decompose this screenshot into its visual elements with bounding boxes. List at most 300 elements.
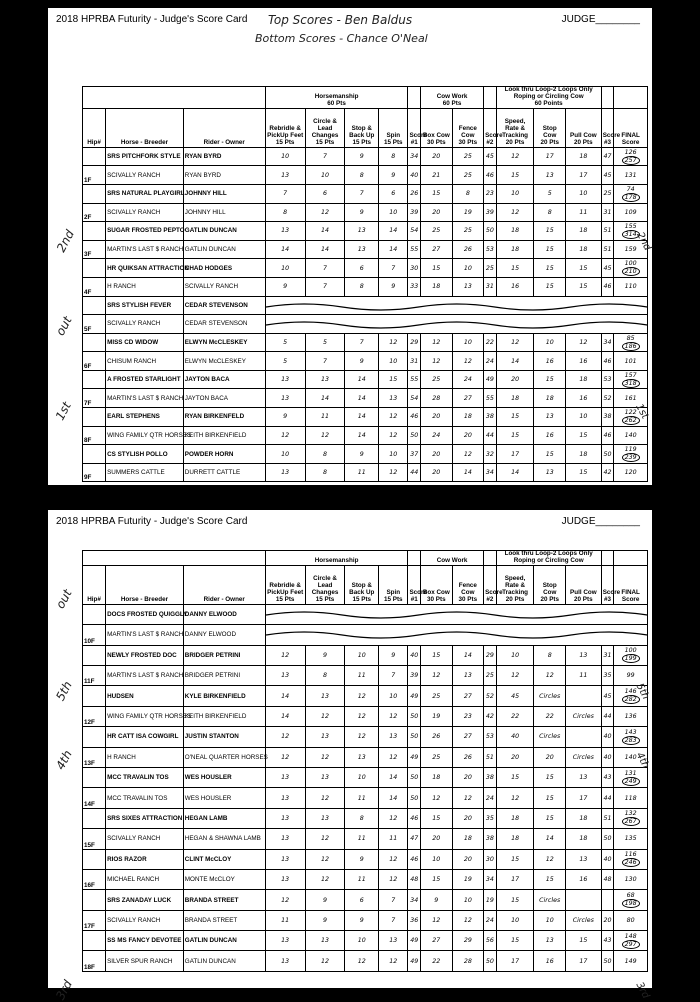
score-cell: 14 xyxy=(379,240,408,259)
combined-total-circled: 267 xyxy=(622,817,640,826)
score-cell: 40 xyxy=(601,727,614,747)
score-cell: 14 xyxy=(265,240,305,259)
score-cell: 12 xyxy=(379,849,408,869)
final-score-value: 140 xyxy=(624,431,637,439)
score-cell: 25 xyxy=(452,222,484,241)
score-cell: 54 xyxy=(408,389,421,408)
table-row xyxy=(83,604,648,624)
score-cell: 12 xyxy=(305,869,345,889)
placing-note: out xyxy=(53,313,75,338)
final-score xyxy=(614,259,648,278)
score-cell: 6 xyxy=(305,184,345,203)
score-cell: 31 xyxy=(484,277,497,296)
score-cell: 38 xyxy=(601,408,614,427)
score-cell: 9 xyxy=(305,910,345,930)
col-score3: Score #3 xyxy=(601,108,614,147)
final-score-value: 130 xyxy=(624,876,637,884)
score-cell: 42 xyxy=(484,706,497,726)
col-rebridle xyxy=(265,108,305,147)
score-cell: 10 xyxy=(565,184,601,203)
col-rebridle-pts: 15 Pts xyxy=(275,138,295,146)
final-score-value: 135 xyxy=(624,835,637,843)
score-cell: 18 xyxy=(452,408,484,427)
score-cell: 13 xyxy=(265,222,305,241)
score-cell: 32 xyxy=(484,445,497,464)
hip-number xyxy=(83,445,106,464)
score-cell: 13 xyxy=(565,645,601,665)
rider-owner: RYAN BYRD xyxy=(183,166,265,185)
score-cell: 10 xyxy=(379,445,408,464)
score-cell: 22 xyxy=(421,951,453,971)
score-cell: 7 xyxy=(305,277,345,296)
final-score xyxy=(614,910,648,930)
score-cell: 54 xyxy=(408,222,421,241)
table-row xyxy=(83,645,648,665)
score-cell: 18 xyxy=(534,389,566,408)
score-cell: 17 xyxy=(496,445,534,464)
final-score-value: 143 xyxy=(624,728,637,736)
rider-owner: POWDER HORN xyxy=(183,445,265,464)
col-pullcow-2 xyxy=(565,565,601,604)
score-cell: 12 xyxy=(496,147,534,166)
score-cell: 20 xyxy=(452,426,484,445)
rider-owner: GATLIN DUNCAN xyxy=(183,240,265,259)
horse-breeder: SCIVALLY RANCH xyxy=(106,829,184,849)
table-row xyxy=(83,352,648,371)
score-cell: 11 xyxy=(265,910,305,930)
col-score3-2: Score #3 xyxy=(601,565,614,604)
score-cell: 38 xyxy=(484,767,497,787)
score-cell: 19 xyxy=(421,706,453,726)
score-cell: 10 xyxy=(496,910,534,930)
score-cell: 29 xyxy=(408,333,421,352)
score-cell: 7 xyxy=(305,147,345,166)
final-score-value: 136 xyxy=(624,712,637,720)
score-cell: 15 xyxy=(421,808,453,828)
col-stopcow-label-2: Stop Cow xyxy=(542,582,557,596)
score-cell: 23 xyxy=(484,184,497,203)
final-score-value: 99 xyxy=(626,672,635,680)
score-cell: 12 xyxy=(305,829,345,849)
score-cell: 25 xyxy=(601,184,614,203)
col-spin xyxy=(379,108,408,147)
score-cell: 13 xyxy=(265,931,305,951)
final-score xyxy=(614,166,648,185)
score-cell: 13 xyxy=(265,463,305,482)
score-cell: 15 xyxy=(534,445,566,464)
score-cell: 13 xyxy=(265,389,305,408)
score-cell: 34 xyxy=(484,869,497,889)
group-horsemanship: Horsemanship xyxy=(314,92,359,100)
score-cell: 44 xyxy=(408,463,421,482)
score-cell: 13 xyxy=(265,829,305,849)
placing-note: 3rd xyxy=(53,977,76,1002)
final-score-value: 132 xyxy=(624,810,637,818)
final-score-value: 100 xyxy=(624,260,637,268)
score-cell: 45 xyxy=(484,147,497,166)
horse-breeder: SS MS FANCY DEVOTEE xyxy=(106,931,184,951)
score-cell: 52 xyxy=(484,686,497,706)
score-cell: 12 xyxy=(421,333,453,352)
judge-label: JUDGE________ xyxy=(561,14,640,25)
score-cell: 10 xyxy=(345,767,379,787)
score-cell: 26 xyxy=(452,240,484,259)
score-cell: 15 xyxy=(534,788,566,808)
score-cell: 12 xyxy=(379,808,408,828)
rider-owner: GATLIN DUNCAN xyxy=(183,951,265,971)
score-cell: 11 xyxy=(345,666,379,686)
score-cell: 16 xyxy=(565,389,601,408)
col-rebridle-label-2: Rebridle & PickUp Feet xyxy=(267,582,304,596)
score-cell: 12 xyxy=(379,706,408,726)
col-rider-2: Rider - Owner xyxy=(183,565,265,604)
score-cell: 13 xyxy=(265,808,305,828)
col-stop-pts-2: 15 Pts xyxy=(352,595,372,603)
score-cell: 12 xyxy=(265,890,305,910)
score-cell: 20 xyxy=(452,808,484,828)
hip-number xyxy=(83,147,106,166)
score-cell: 9 xyxy=(379,645,408,665)
score-cell: 17 xyxy=(496,869,534,889)
col-rebridle-label: Rebridle & PickUp Feet xyxy=(267,125,304,139)
score-cell: 20 xyxy=(421,408,453,427)
score-cell: 13 xyxy=(265,666,305,686)
score-cell: 5 xyxy=(265,333,305,352)
table-row xyxy=(83,788,648,808)
score-cell: 18 xyxy=(496,240,534,259)
hip-number: 18F xyxy=(83,951,106,971)
score-cell: 31 xyxy=(408,352,421,371)
horse-breeder: A FROSTED STARLIGHT xyxy=(106,370,184,389)
score-cell: 10 xyxy=(534,910,566,930)
score-cell: 35 xyxy=(601,666,614,686)
score-cell: 14 xyxy=(496,463,534,482)
score-cell: 38 xyxy=(484,829,497,849)
horse-breeder: HR CATT ISA COWGIRL xyxy=(106,727,184,747)
table-row xyxy=(83,370,648,389)
scratch-line xyxy=(265,604,647,624)
score-cell: 50 xyxy=(484,951,497,971)
score-cell: 20 xyxy=(534,747,566,767)
hip-number: 11F xyxy=(83,666,106,686)
score-cell: 13 xyxy=(265,849,305,869)
score-cell: 15 xyxy=(565,277,601,296)
score-cell: Circles xyxy=(565,706,601,726)
score-cell: 13 xyxy=(534,463,566,482)
score-cell: 46 xyxy=(408,808,421,828)
score-cell: 56 xyxy=(484,931,497,951)
score-cell: 12 xyxy=(305,706,345,726)
edge-placing-note: 5th xyxy=(633,681,652,702)
score-cell: 5 xyxy=(305,333,345,352)
score-cell: 45 xyxy=(601,259,614,278)
scratch-line xyxy=(265,315,647,334)
table-row xyxy=(83,706,648,726)
table-row xyxy=(83,808,648,828)
table-row xyxy=(83,747,648,767)
score-cell: 12 xyxy=(534,666,566,686)
score-cell: 31 xyxy=(601,203,614,222)
score-cell: 18 xyxy=(452,829,484,849)
col-fence xyxy=(452,108,484,147)
final-score xyxy=(614,333,648,352)
table-row xyxy=(83,203,648,222)
card-title-2: 2018 HPRBA Futurity - Judge's Score Card xyxy=(56,516,248,527)
scratch-wavy-line xyxy=(266,301,647,311)
hip-number xyxy=(83,184,106,203)
rider-owner: DANNY ELWOOD xyxy=(183,604,265,624)
col-hip-2: Hip# xyxy=(83,565,106,604)
col-pullcow-pts-2: 20 Pts xyxy=(574,595,593,603)
final-score xyxy=(614,829,648,849)
score-cell: 39 xyxy=(408,203,421,222)
score-cell: 18 xyxy=(565,147,601,166)
score-cell: 15 xyxy=(421,259,453,278)
score-cell: 13 xyxy=(265,788,305,808)
final-score-value: 116 xyxy=(624,851,637,859)
score-cell: 20 xyxy=(452,767,484,787)
judge-top-scores-note: Top Scores - Ben Baldus xyxy=(268,13,413,27)
score-cell: 21 xyxy=(421,166,453,185)
combined-total-circled: 262 xyxy=(622,416,640,425)
score-cell: 50 xyxy=(408,706,421,726)
score-cell: 27 xyxy=(452,727,484,747)
table-row xyxy=(83,166,648,185)
col-score1: Score #1 xyxy=(408,108,421,147)
score-cell: 25 xyxy=(421,686,453,706)
score-cell: 40 xyxy=(601,747,614,767)
edge-placing-note: 4th xyxy=(633,750,652,771)
final-score-value: 131 xyxy=(624,171,637,179)
score-cell: 53 xyxy=(601,370,614,389)
col-circle-pts: 15 Pts xyxy=(315,138,335,146)
col-speed-label: Speed, Rate & Tracking xyxy=(502,118,529,139)
score-cell: 20 xyxy=(496,370,534,389)
hip-number: 4F xyxy=(83,277,106,296)
score-cell: 12 xyxy=(379,869,408,889)
score-cell: Circles xyxy=(565,747,601,767)
score-cell: 9 xyxy=(345,849,379,869)
group-loop: Look thru Loop-2 Loops Only Roping or Circling Cow xyxy=(504,86,593,100)
score-cell: 11 xyxy=(345,829,379,849)
score-cell: 13 xyxy=(265,869,305,889)
score-cell: 12 xyxy=(305,747,345,767)
score-cell: 24 xyxy=(484,788,497,808)
horse-breeder: EARL STEPHENS xyxy=(106,408,184,427)
table-row xyxy=(83,426,648,445)
score-cell: 18 xyxy=(565,240,601,259)
hip-number: 17F xyxy=(83,910,106,930)
score-cell: 15 xyxy=(496,166,534,185)
judge-bottom-scores-note: Bottom Scores - Chance O'Neal xyxy=(255,32,428,45)
score-cell: 12 xyxy=(421,910,453,930)
horse-breeder: WING FAMILY QTR HORSES xyxy=(106,706,184,726)
score-cell: 12 xyxy=(534,849,566,869)
hip-number: 14F xyxy=(83,788,106,808)
score-cell: 38 xyxy=(484,408,497,427)
final-score xyxy=(614,931,648,951)
score-cell: 40 xyxy=(408,166,421,185)
scratch-wavy-line xyxy=(266,319,647,329)
final-score xyxy=(614,890,648,910)
horse-breeder: SCIVALLY RANCH xyxy=(106,203,184,222)
score-cell: 50 xyxy=(601,445,614,464)
score-cell: 17 xyxy=(496,951,534,971)
score-cell: 12 xyxy=(452,788,484,808)
placing-note: 1st xyxy=(52,399,74,423)
col-spin-label-2: Spin xyxy=(386,589,401,596)
score-cell: 15 xyxy=(421,869,453,889)
final-score-value: 110 xyxy=(624,283,637,291)
score-cell: 27 xyxy=(452,686,484,706)
score-cell: 9 xyxy=(305,645,345,665)
table-row xyxy=(83,910,648,930)
score-cell: 49 xyxy=(408,951,421,971)
score-cell: 15 xyxy=(565,931,601,951)
col-final-score-label-2: Score xyxy=(621,595,640,603)
score-cell: 46 xyxy=(408,849,421,869)
score-cell: 18 xyxy=(496,829,534,849)
score-cell: 15 xyxy=(496,767,534,787)
placing-note: 5th xyxy=(53,678,75,704)
col-speed-pts-2: 20 Pts xyxy=(505,595,525,603)
score-cell: 18 xyxy=(496,389,534,408)
score-cell: 15 xyxy=(534,370,566,389)
table-row xyxy=(83,315,648,334)
hip-number: 10F xyxy=(83,625,106,645)
table-row xyxy=(83,389,648,408)
score-cell: 49 xyxy=(408,747,421,767)
score-cell: 13 xyxy=(305,808,345,828)
score-cell: 10 xyxy=(379,203,408,222)
final-score-value: 159 xyxy=(624,246,637,254)
score-cell: 49 xyxy=(484,370,497,389)
score-cell: 10 xyxy=(305,166,345,185)
hip-number: 15F xyxy=(83,829,106,849)
score-cell: 14 xyxy=(345,408,379,427)
score-cell: 13 xyxy=(265,166,305,185)
score-cell: 7 xyxy=(305,259,345,278)
score-cell: 30 xyxy=(484,849,497,869)
rider-owner: WES HOUSLER xyxy=(183,767,265,787)
score-cell: 22 xyxy=(496,706,534,726)
score-cell: 51 xyxy=(484,747,497,767)
score-table-top xyxy=(82,86,651,482)
score-cell: 15 xyxy=(534,259,566,278)
table-row xyxy=(83,849,648,869)
score-cell: 53 xyxy=(484,727,497,747)
score-cell: 13 xyxy=(565,767,601,787)
score-cell: 14 xyxy=(345,389,379,408)
score-cell: 39 xyxy=(484,203,497,222)
col-fence-label-2: Fence Cow xyxy=(458,582,477,596)
combined-total-circled: 249 xyxy=(622,777,640,786)
score-cell: 18 xyxy=(565,808,601,828)
score-cell: 25 xyxy=(421,747,453,767)
score-cell: Circles xyxy=(534,727,566,747)
rider-owner: KEITH BIRKENFIELD xyxy=(183,706,265,726)
rider-owner: CEDAR STEVENSON xyxy=(183,296,265,315)
horse-breeder: SRS ZANADAY LUCK xyxy=(106,890,184,910)
score-cell: 49 xyxy=(408,686,421,706)
score-cell: 50 xyxy=(408,788,421,808)
table-row xyxy=(83,184,648,203)
col-horse: Horse - Breeder xyxy=(106,108,184,147)
score-cell: 46 xyxy=(601,426,614,445)
score-cell: 12 xyxy=(452,910,484,930)
score-cell: 40 xyxy=(408,645,421,665)
score-cell: 10 xyxy=(345,931,379,951)
combined-total-circled: 239 xyxy=(622,453,640,462)
hip-number: 16F xyxy=(83,869,106,889)
hip-number: 9F xyxy=(83,463,106,482)
score-cell: 26 xyxy=(408,184,421,203)
final-score-value: 85 xyxy=(626,334,635,342)
score-cell: 8 xyxy=(345,808,379,828)
score-cell: 27 xyxy=(421,240,453,259)
score-cell: 50 xyxy=(601,829,614,849)
score-cell: 43 xyxy=(601,767,614,787)
table-row xyxy=(83,829,648,849)
score-cell: 9 xyxy=(379,166,408,185)
score-cell: 8 xyxy=(534,645,566,665)
table-row xyxy=(83,333,648,352)
score-cell: 44 xyxy=(601,788,614,808)
score-cell: 10 xyxy=(265,259,305,278)
score-cell: 13 xyxy=(265,370,305,389)
score-cell: 13 xyxy=(452,666,484,686)
score-cell: 18 xyxy=(421,767,453,787)
score-cell xyxy=(565,686,601,706)
score-cell: 48 xyxy=(408,869,421,889)
final-score xyxy=(614,426,648,445)
score-cell: 34 xyxy=(408,890,421,910)
score-cell: 20 xyxy=(452,849,484,869)
score-cell: 18 xyxy=(421,277,453,296)
score-cell: 17 xyxy=(565,788,601,808)
final-score xyxy=(614,147,648,166)
final-score xyxy=(614,727,648,747)
score-cell: 11 xyxy=(305,408,345,427)
scratch-line xyxy=(265,296,647,315)
score-cell: 13 xyxy=(305,686,345,706)
score-cell: 18 xyxy=(565,829,601,849)
col-circle-pts-2: 15 Pts xyxy=(315,595,335,603)
rider-owner: JAYTON BACA xyxy=(183,370,265,389)
score-cell: 28 xyxy=(421,389,453,408)
score-cell: Circles xyxy=(534,890,566,910)
rider-owner: MONTE McCLOY xyxy=(183,869,265,889)
final-score-value: 146 xyxy=(624,688,637,696)
score-card-top xyxy=(48,8,652,485)
final-score xyxy=(614,849,648,869)
horse-breeder: SCIVALLY RANCH xyxy=(106,315,184,334)
rider-owner: DANNY ELWOOD xyxy=(183,625,265,645)
horse-breeder: SCIVALLY RANCH xyxy=(106,910,184,930)
score-cell: 13 xyxy=(345,747,379,767)
col-stop-2 xyxy=(345,565,379,604)
score-cell: 14 xyxy=(452,645,484,665)
score-cell: 12 xyxy=(421,788,453,808)
score-cell xyxy=(565,727,601,747)
score-cell: 24 xyxy=(484,352,497,371)
score-cell: 15 xyxy=(534,222,566,241)
combined-total-circled: 210 xyxy=(622,267,640,276)
score-cell: 15 xyxy=(534,869,566,889)
score-cell: 27 xyxy=(452,389,484,408)
hip-number: 8F xyxy=(83,426,106,445)
rider-owner: BRIDGER PETRINI xyxy=(183,645,265,665)
